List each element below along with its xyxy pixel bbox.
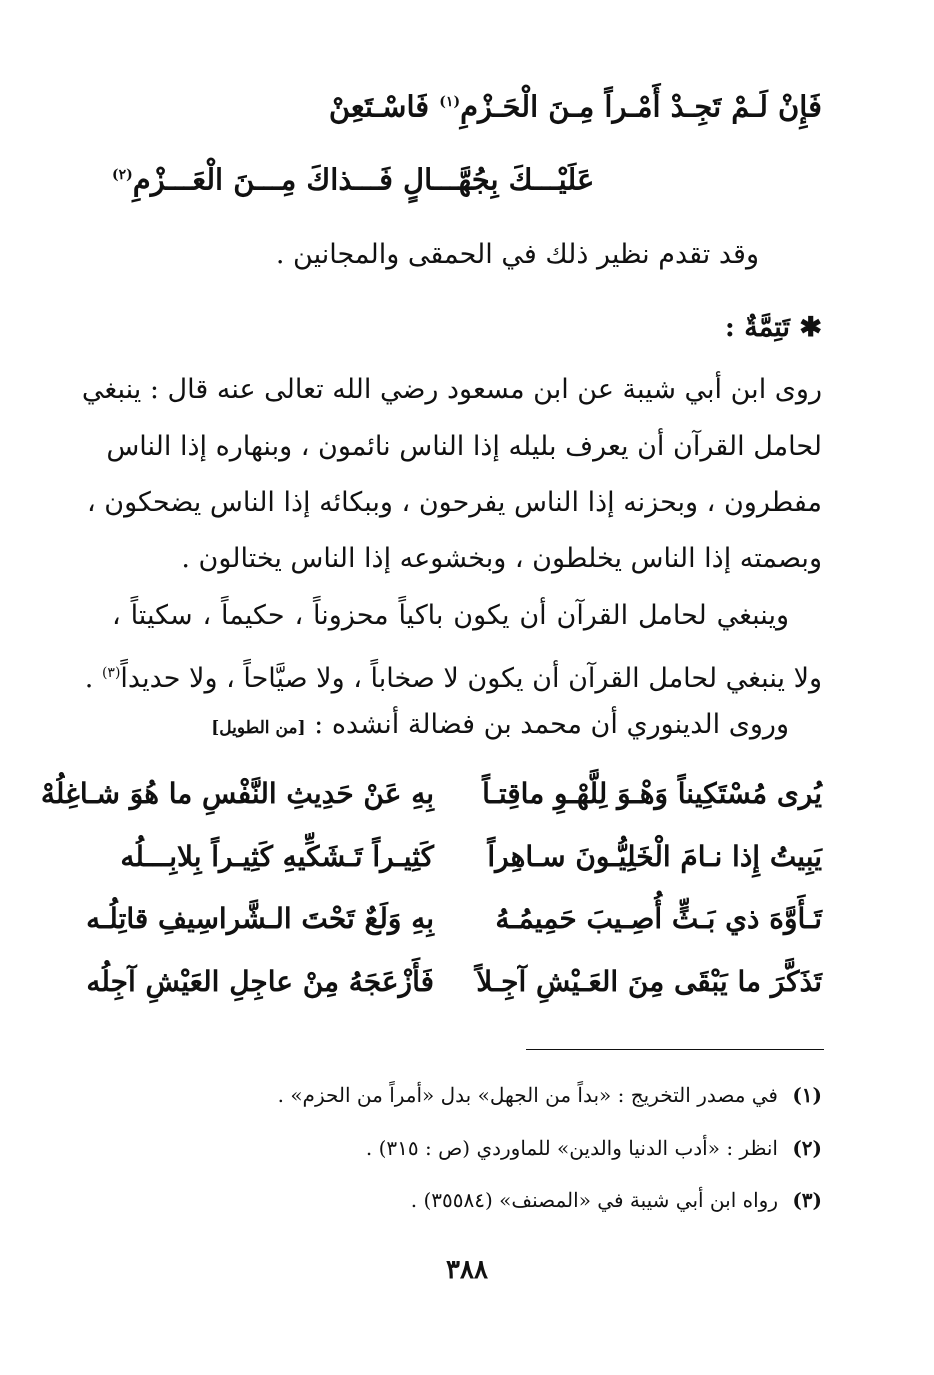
paragraph-3-text: وروى الدينوري أن محمد بن فضالة أنشده : (314, 709, 789, 740)
footnote-ref-3: (٣) (101, 665, 121, 681)
verse-3-right: تَـأَوَّهَ ذي بَـثٍّ أُصِـيبَ حَمِيمُـهُ (495, 902, 822, 935)
footnote-ref-2: (٢) (112, 167, 133, 183)
footnote-1-text: في مصدر التخريج : «بداً من الجهل» بدل «أمراً من الحزم» . (277, 1083, 778, 1107)
paragraph-1-line-4: وبصمته إذا الناس يخلطون ، وبخشوعه إذا الناس يختالون . (181, 543, 822, 574)
poem-line-1 (112, 82, 822, 127)
verse-1-right: يُرى مُسْتَكِيناً وَهْـوَ لِلَّهْـوِ ماقِتـاً (482, 777, 822, 810)
paragraph-reference: وقد تقدم نظير ذلك في الحمقى والمجانين . (275, 239, 759, 270)
poem-line-1-text: فَإِنْ لَـمْ تَجِـدْ أَمْـراً مِـنَ الْحَـزْمِ (460, 89, 822, 124)
page-number: ٣٨٨ (446, 1255, 488, 1285)
verse-2-left: كَثِيـراً تَـشَكِّيهِ كَثِيـراً بِلابِـــلُه (120, 840, 434, 873)
paragraph-2-line-2-text: ولا ينبغي لحامل القرآن أن يكون لا صخاباً ، ولا صيَّاحاً ، ولا حديداً (120, 663, 822, 694)
poem-line-2-text: عَلَيْـــكَ بِجُهَّـــالٍ فَـــذاكَ مِـــنَ الْعَـــزْمِ (132, 162, 595, 197)
poem-line-1-tail: فَاسْـتَعِنْ (328, 89, 440, 124)
footnote-ref-1: (١) (439, 94, 461, 110)
section-heading: ✱ تَتِمَّةٌ : (724, 312, 822, 343)
footnote-2 (122, 1133, 822, 1163)
paragraph-1-line-1: روى ابن أبي شيبة عن ابن مسعود رضي الله تعالى عنه قال : ينبغي (81, 374, 822, 405)
paragraph-2-line-2 (84, 653, 822, 699)
paragraph-1-line-3: مفطرون ، وبحزنه إذا الناس يفرحون ، وببكائه إذا الناس يضحكون ، (86, 487, 822, 518)
verse-3-left: بِهِ وَلَعٌ تَحْتَ الـشَّراسِيفِ قاتِلُـه (86, 902, 434, 935)
verse-2-right: يَبِيتُ إِذا نـامَ الْخَلِيُّـونَ سـاهِراً (487, 840, 822, 873)
paragraph-2-line-1: وينبغي لحامل القرآن أن يكون باكياً محزوناً ، حكيماً ، سكيتاً ، (112, 600, 789, 631)
footnote-2-number: (٢) (792, 1136, 822, 1160)
meter-label: [من الطويل] (211, 718, 306, 738)
footnote-2-text: انظر : «أدب الدنيا والدين» للماوردي (ص : ٣١٥) . (365, 1136, 778, 1160)
paragraph-2-line-2-tail: . (84, 663, 102, 694)
paragraph-1-line-2: لحامل القرآن أن يعرف بليله إذا الناس نائمون ، وبنهاره إذا الناس (106, 431, 822, 462)
footnote-1 (122, 1080, 822, 1110)
paragraph-3 (79, 705, 789, 748)
footnote-1-number: (١) (792, 1083, 822, 1107)
verse-1-left: بِهِ عَنْ حَدِيثِ النَّفْسِ ما هُوَ شـاغِلُهْ (40, 777, 434, 810)
footnote-3-number: (٣) (792, 1188, 822, 1212)
footnote-3 (122, 1185, 822, 1215)
verse-4-right: تَذَكَّرَ ما يَبْقَى مِنَ العَـيْشِ آجِـلاً (476, 965, 822, 998)
footnote-3-text: رواه ابن أبي شيبة في «المصنف» (٣٥٥٨٤) . (410, 1188, 778, 1212)
poem-line-2 (112, 155, 822, 200)
footnote-divider (526, 1049, 824, 1050)
verse-4-left: فَأَزْعَجَهُ مِنْ عاجِلِ العَيْشِ آجِلُه (86, 965, 434, 998)
